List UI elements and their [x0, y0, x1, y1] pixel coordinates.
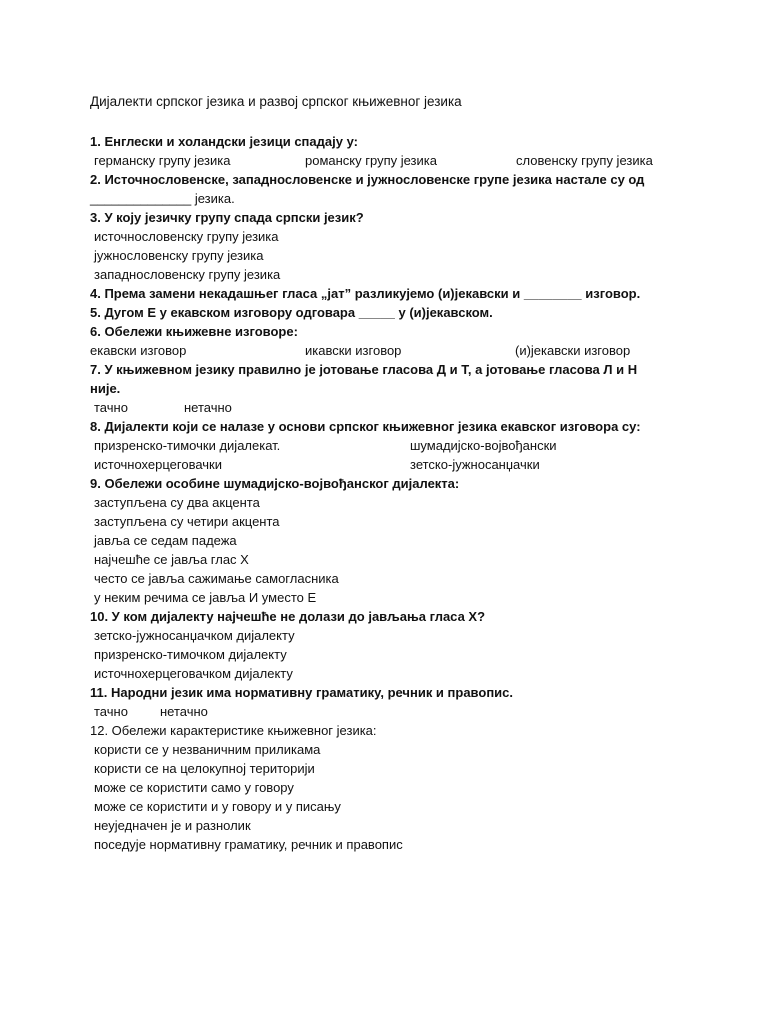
- question-8-options-row-2: [94, 455, 694, 474]
- q8-option-4[interactable]: зетско-јужносанџачки: [410, 457, 540, 472]
- page-title: Дијалекти српског језика и развој српског књижевног језика: [90, 94, 462, 109]
- question-5: 5. Дугом Е у екавском изговору одговара _____ у (и)јекавском.: [90, 305, 493, 320]
- q12-option-3[interactable]: може се користити само у говору: [94, 780, 294, 795]
- q1-option-1[interactable]: германску групу језика: [94, 153, 231, 168]
- q1-option-2[interactable]: романску групу језика: [305, 153, 437, 168]
- q12-option-5[interactable]: неуједначен је и разнолик: [94, 818, 251, 833]
- q11-option-true[interactable]: тачно: [94, 704, 128, 719]
- q10-option-3[interactable]: источнохерцеговачком дијалекту: [94, 666, 293, 681]
- q10-option-2[interactable]: призренско-тимочком дијалекту: [94, 647, 287, 662]
- q9-option-6[interactable]: у неким речима се јавља И уместо Е: [94, 590, 317, 605]
- q8-option-3[interactable]: источнохерцеговачки: [94, 457, 223, 472]
- q12-option-2[interactable]: користи се на целокупној територији: [94, 761, 315, 776]
- question-9: 9. Обележи особине шумадијско-војвођанског дијалекта:: [90, 476, 460, 491]
- q3-option-3[interactable]: западнословенску групу језика: [94, 267, 281, 282]
- q3-option-1[interactable]: источнословенску групу језика: [94, 229, 279, 244]
- q7-option-false[interactable]: нетачно: [184, 400, 232, 415]
- question-1-options: [94, 151, 768, 170]
- question-4: 4. Према замени некадашњег гласа „јат” разликујемо (и)јекавски и ________ изговор.: [90, 286, 641, 301]
- question-3: 3. У коју језичку групу спада српски језик?: [90, 210, 364, 225]
- q1-option-3[interactable]: словенску групу језика: [516, 153, 653, 168]
- q8-option-1[interactable]: призренско-тимочки дијалекат.: [94, 438, 281, 453]
- q7-option-true[interactable]: тачно: [94, 400, 128, 415]
- question-8-options-row-1: [94, 436, 694, 455]
- q12-option-1[interactable]: користи се у незваничним приликама: [94, 742, 321, 757]
- question-1: 1. Енглески и холандски језици спадају у:: [90, 134, 358, 149]
- question-7-options: [94, 398, 394, 417]
- q6-option-2[interactable]: икавски изговор: [305, 343, 402, 358]
- q9-option-4[interactable]: најчешће се јавља глас Х: [94, 552, 249, 567]
- q9-option-3[interactable]: јавља се седам падежа: [94, 533, 237, 548]
- question-12: 12. Обележи карактеристике књижевног језика:: [90, 723, 377, 738]
- q9-option-5[interactable]: често се јавља сажимање самогласника: [94, 571, 339, 586]
- q6-option-1[interactable]: екавски изговор: [90, 343, 187, 358]
- question-6: 6. Обележи књижевне изговоре:: [90, 324, 298, 339]
- q10-option-1[interactable]: зетско-јужносанџачком дијалекту: [94, 628, 295, 643]
- question-11-options: [94, 702, 394, 721]
- q12-option-6[interactable]: поседује нормативну граматику, речник и правопис: [94, 837, 403, 852]
- q12-option-4[interactable]: може се користити и у говору и у писању: [94, 799, 341, 814]
- q3-option-2[interactable]: јужнословенску групу језика: [94, 248, 264, 263]
- question-2: 2. Источнословенске, западнословенске и јужнословенске групе језика настале су од: [90, 172, 645, 187]
- question-6-options: [90, 341, 768, 360]
- q8-option-2[interactable]: шумадијско-војвођански: [410, 438, 557, 453]
- question-7-continuation: није.: [90, 381, 121, 396]
- question-11: 11. Народни језик има нормативну граматику, речник и правопис.: [90, 685, 514, 700]
- q6-option-3[interactable]: (и)јекавски изговор: [515, 343, 631, 358]
- q11-option-false[interactable]: нетачно: [160, 704, 208, 719]
- question-10: 10. У ком дијалекту најчешће не долази до јављања гласа Х?: [90, 609, 486, 624]
- q9-option-2[interactable]: заступљена су четири акцента: [94, 514, 280, 529]
- question-2-continuation: ______________ језика.: [90, 191, 235, 206]
- question-7: 7. У књижевном језику правилно је јотовање гласова Д и Т, а јотовање гласова Л и Н: [90, 362, 638, 377]
- question-8: 8. Дијалекти који се налазе у основи српског књижевног језика екавског изговора су:: [90, 419, 641, 434]
- q9-option-1[interactable]: заступљена су два акцента: [94, 495, 260, 510]
